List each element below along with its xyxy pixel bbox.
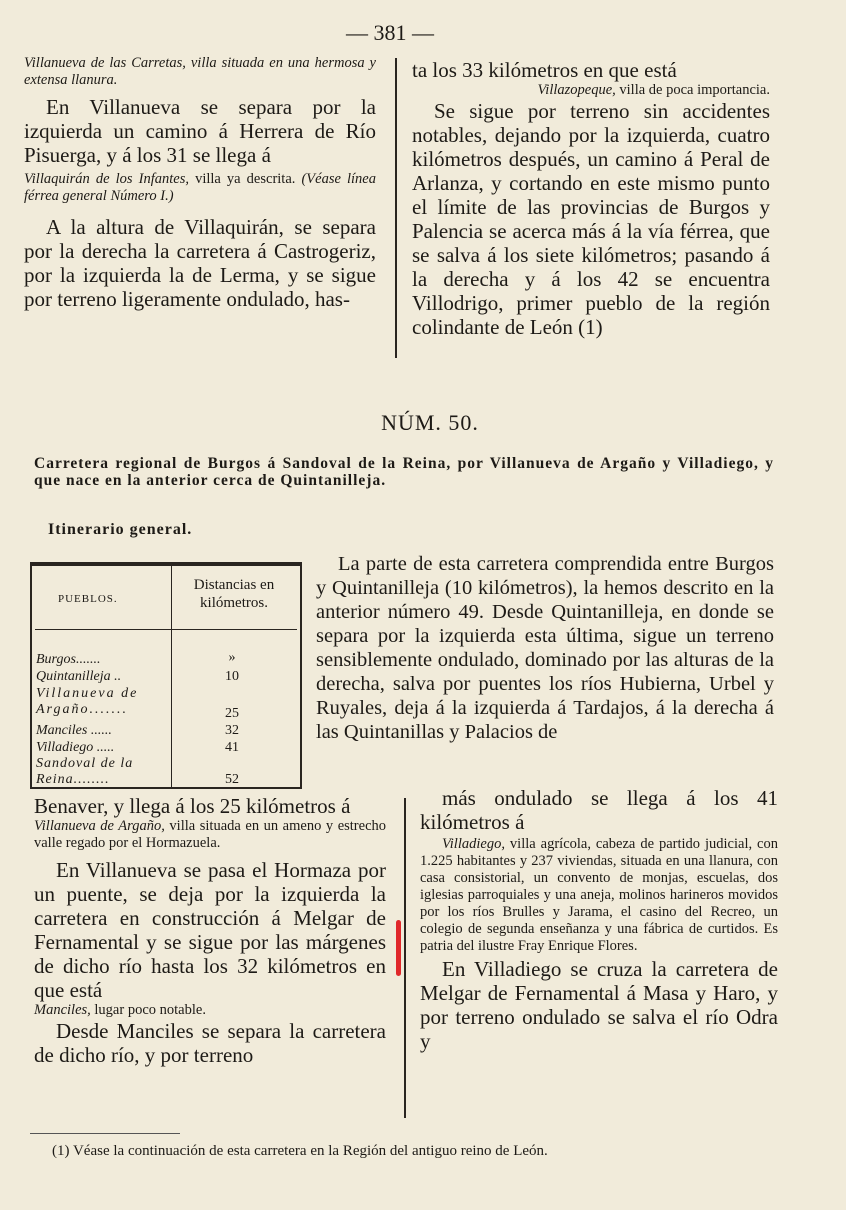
table-cell-pueblo: Villadiego <box>36 740 94 755</box>
red-margin-mark <box>396 920 401 976</box>
cross-reference: (Véase línea férrea general Número I.) <box>24 171 376 204</box>
place-desc: villa agrícola, cabeza de partido judicial, con 1.225 habitantes y 237 viviendas, situada en una llanura, con casa consistorial, un convento de monjas, escuelas, dos iglesias parroquiales y una aneja, molinos harineros movidos por los ríos Brulles y Jarama, el casino del Recreo, un colegio de segunda enseñanza y una fábrica de curtidos. Es patria del ilustre Fray Enrique Flores. <box>420 836 778 954</box>
table-row: Quintanilleja .. <box>36 669 122 684</box>
table-cell-distance: » <box>228 650 236 665</box>
paragraph: En Villanueva se separa por la izquierda un camino á Herrera de Río Pisuerga, y á los 31 se llega á <box>24 95 376 167</box>
column-top-left <box>24 55 376 311</box>
place-entry: Villanueva de las Carretas, villa situada en una hermosa y extensa llanura. <box>24 55 376 88</box>
paragraph: ta los 33 kilómetros en que está <box>412 58 677 82</box>
section-heading: Carretera regional de Burgos á Sandoval de la Reina, por Villanueva de Argaño y Villadiego, y que nace en la anterior cerca de Quintanilleja. <box>34 455 774 489</box>
table-row: Manciles ...... <box>36 723 112 738</box>
paragraph: más ondulado se llega á los 41 kilómetros á <box>420 786 778 834</box>
paragraph: La parte de esta carretera comprendida entre Burgos y Quintanilleja (10 kilómetros), la hemos descrito en la anterior número 49. Desde Quintanilleja, en donde se separa por la izquierda esta última, sigue un terreno sensiblemente ondulado, dominado por las alturas de la derecha, salva por puentes los ríos Hubierna, Urbel y Ruyales, deja á la izquierda á Tardajos, á la derecha á las Quintanillas y Palacios de <box>316 553 774 743</box>
itinerary-table <box>30 562 302 789</box>
table-cell-pueblo: Sandoval de la Reina <box>36 756 134 787</box>
table-header-distancias: Distancias en kilómetros. <box>193 577 275 611</box>
paragraph: En Villadiego se cruza la carretera de Melgar de Fernamental á Masa y Haro, y por terreno ondulado se salva el río Odra y <box>420 957 778 1053</box>
table-divider <box>35 629 297 630</box>
table-cell-distance: 41 <box>225 740 239 755</box>
place-name: Villazopeque, <box>537 82 616 98</box>
paragraph: En Villanueva se pasa el Hormaza por un puente, se deja por la izquierda la carretera en construcción á Melgar de Fernamental y se sigue por las márgenes de dicho río hasta los 32 kilómetros en que está <box>34 858 386 1002</box>
place-desc: lugar poco notable. <box>90 1002 206 1018</box>
column-bottom-left <box>34 794 386 1067</box>
column-top-right <box>412 58 770 339</box>
footnote-rule <box>30 1133 180 1134</box>
paragraph <box>34 1002 386 1019</box>
table-cell-pueblo: Manciles <box>36 723 88 738</box>
place-desc: villa de poca importancia. <box>615 82 770 98</box>
table-row: Burgos....... <box>36 652 101 667</box>
table-cell-pueblo: Burgos <box>36 652 76 667</box>
table-row: Sandoval de la Reina........ <box>36 756 134 787</box>
page-number: — 381 — <box>346 20 434 45</box>
paragraph <box>24 55 376 89</box>
table-cell-distance: 10 <box>225 669 239 684</box>
footnote: (1) Véase la continuación de esta carretera en la Región del antiguo reino de León. <box>52 1143 548 1159</box>
column-rule <box>395 58 397 358</box>
paragraph <box>24 171 376 205</box>
paragraph: Desde Manciles se separa la carretera de dicho río, y por terreno <box>34 1019 386 1067</box>
paragraph: A la altura de Villaquirán, se separa por la derecha la carretera á Castrogeriz, por la izquierda la de Lerma, y se sigue por terreno ligeramente ondulado, has- <box>24 215 376 311</box>
table-row: Villadiego ..... <box>36 740 115 755</box>
place-name: Villanueva de Argaño, <box>34 818 165 834</box>
table-cell-pueblo: Villanueva de Argaño <box>36 686 139 717</box>
place-name: Manciles, <box>34 1002 91 1018</box>
paragraph-right-of-table <box>316 552 774 744</box>
place-name: Villadiego, <box>442 836 505 852</box>
column-rule <box>404 798 406 1118</box>
itinerary-heading: Itinerario general. <box>48 521 193 538</box>
place-desc: villa situada en un ameno y estrecho valle regado por el Hormazuela. <box>34 818 387 851</box>
section-number: NÚM. 50. <box>381 410 479 435</box>
column-bottom-right <box>420 786 778 1053</box>
paragraph <box>420 836 778 955</box>
paragraph <box>34 818 386 852</box>
table-cell-distance: 25 <box>225 706 239 721</box>
table-cell-pueblo: Quintanilleja <box>36 669 111 684</box>
table-row: Villanueva de Argaño....... <box>36 686 139 717</box>
place-desc: villa ya descrita. <box>188 171 302 187</box>
paragraph: Se sigue por terreno sin accidentes notables, dejando por la izquierda, cuatro kilómetros después, un camino á Peral de Arlanza, y cortando en este mismo punto el límite de las provincias de Burgos y Palencia se acerca más á la vía férrea, que se salva á los siete kilómetros; pasando á la derecha y á los 42 se encuentra Villodrigo, primer pueblo de la región colindante de León (1) <box>412 99 770 339</box>
table-cell-distance: 52 <box>225 772 239 787</box>
place-name: Villaquirán de los Infantes, <box>24 171 189 187</box>
table-cell-distance: 32 <box>225 723 239 738</box>
paragraph <box>412 82 770 99</box>
table-header-pueblos: PUEBLOS. <box>58 593 118 605</box>
paragraph: Benaver, y llega á los 25 kilómetros á <box>34 794 351 818</box>
